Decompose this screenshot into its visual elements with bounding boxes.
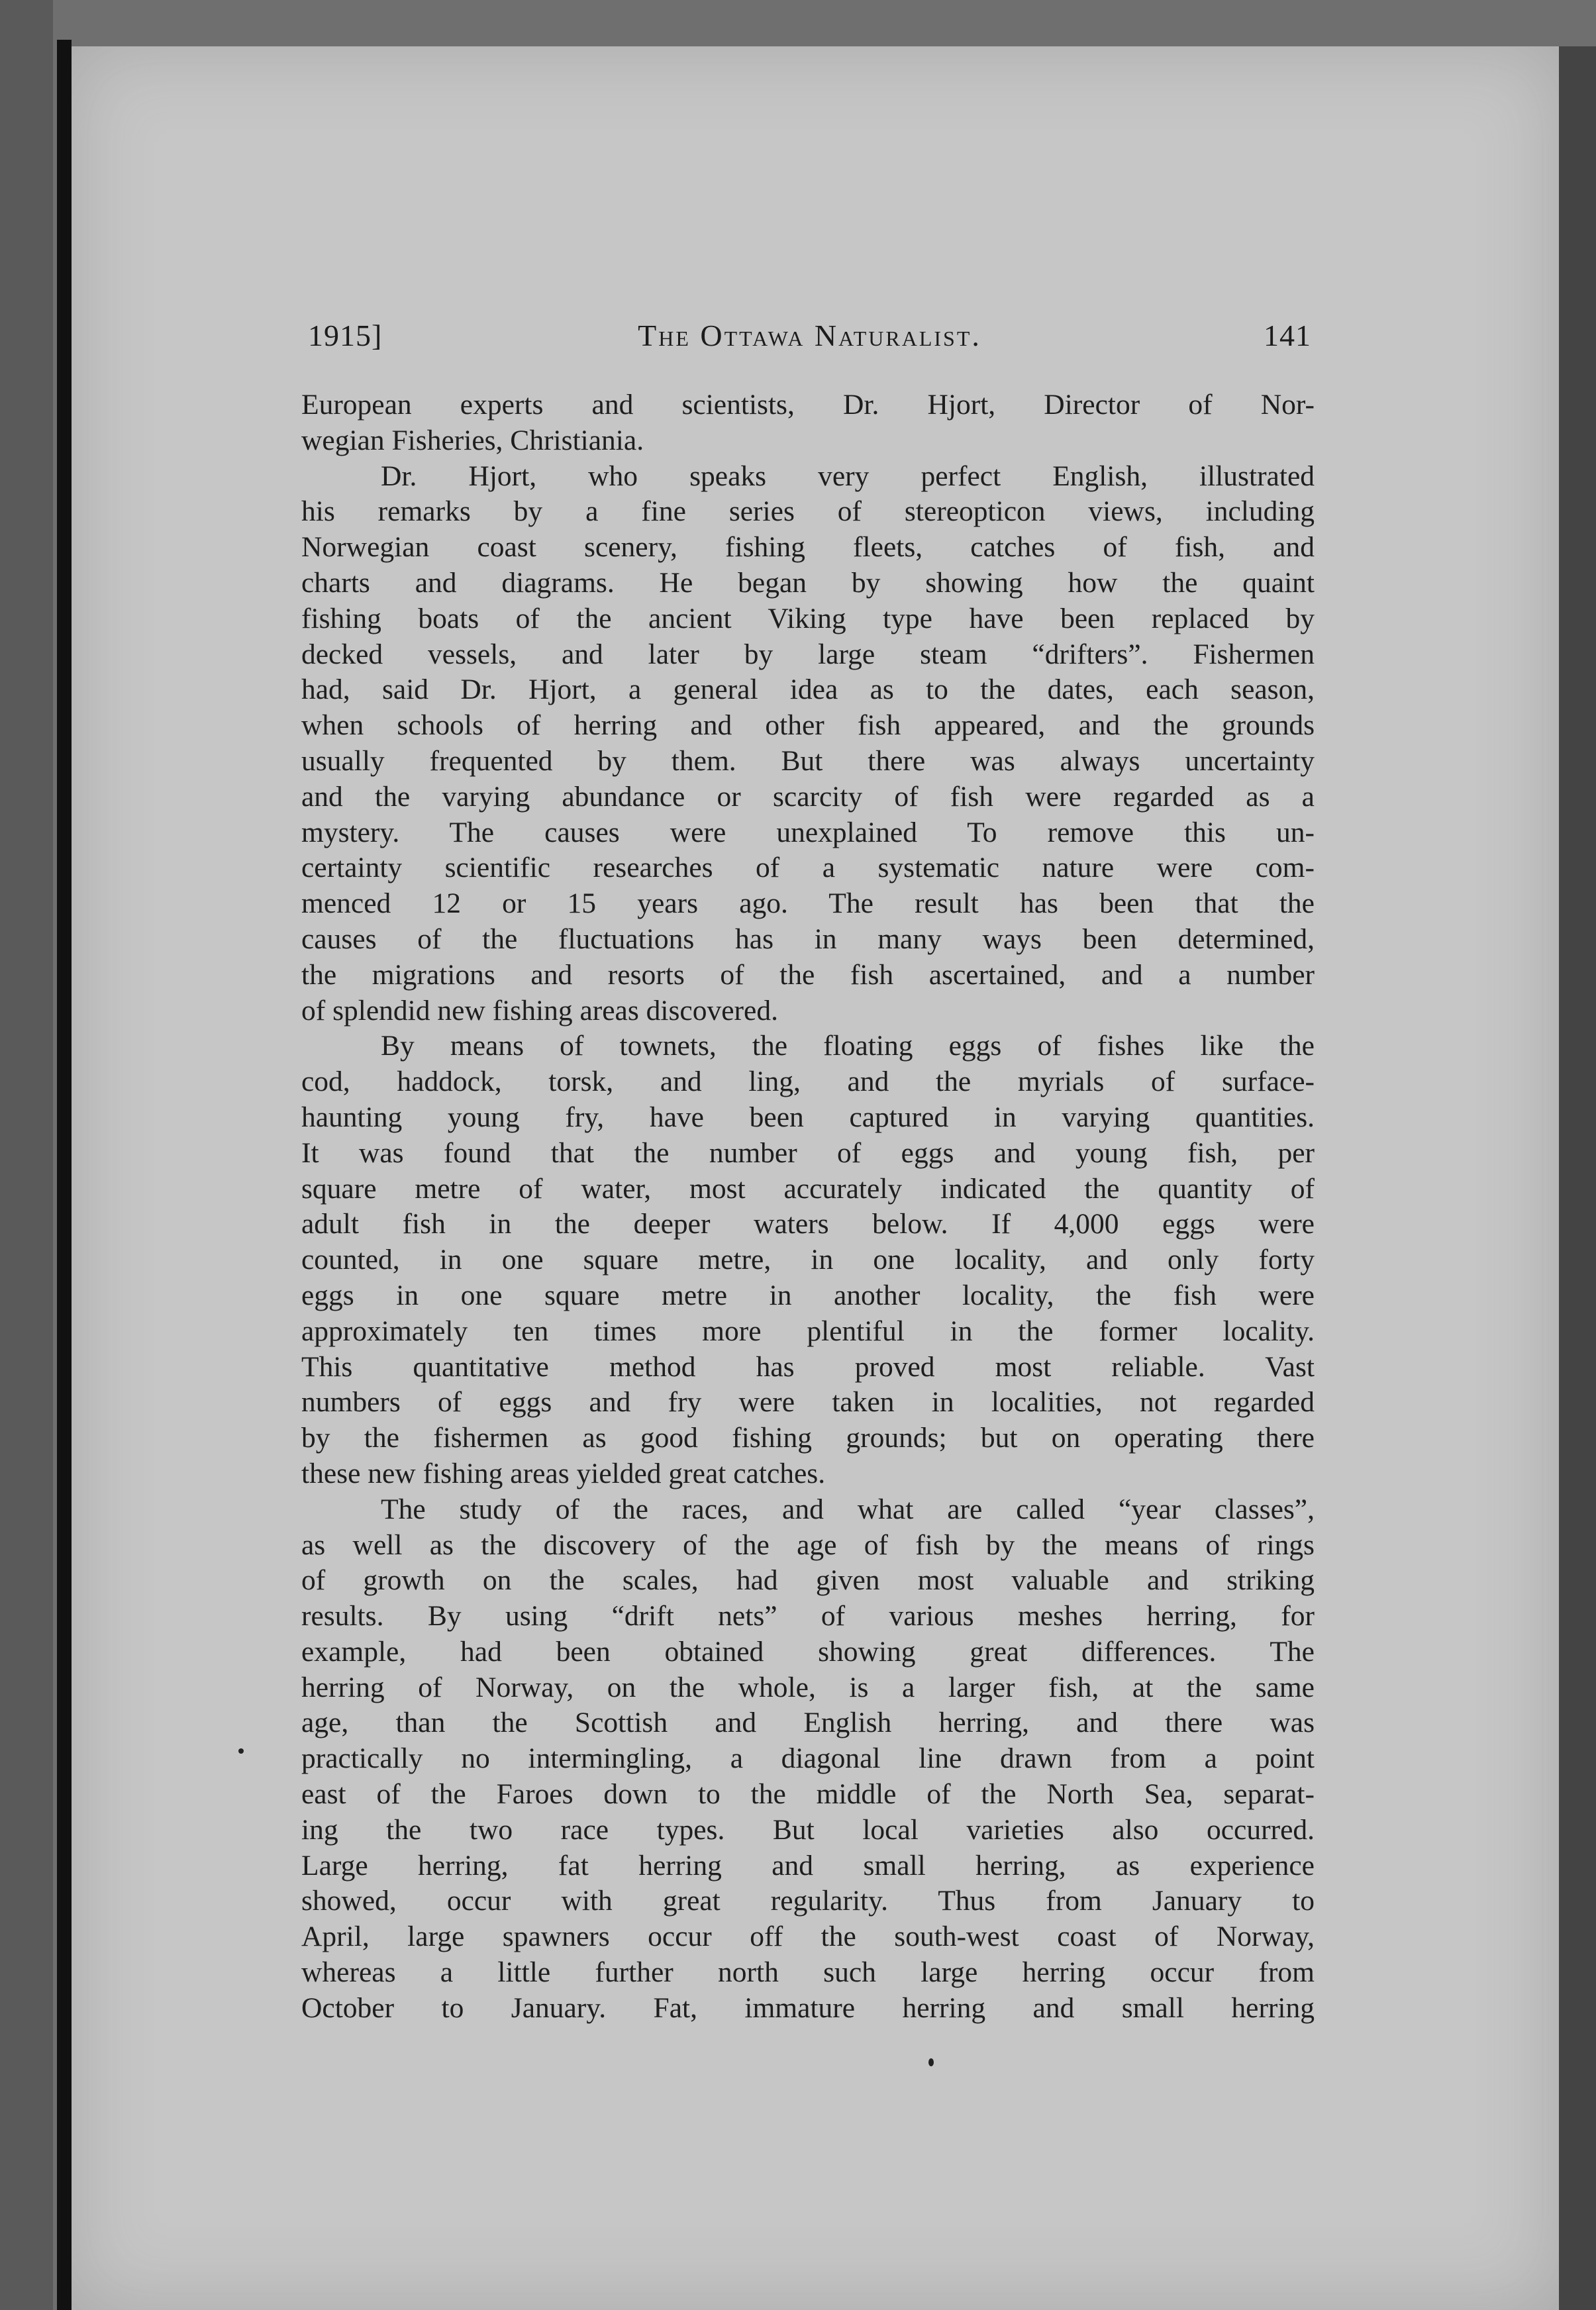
text-line: square metre of water, most accurately indicated the quantity of (301, 1172, 1315, 1205)
text-line: causes of the fluctuations has in many ways been determined, (301, 923, 1315, 955)
header-year: 1915] (308, 319, 383, 352)
text-line: Norwegian coast scenery, fishing fleets, catches of fish, and (301, 531, 1315, 564)
text-line: cod, haddock, torsk, and ling, and the myrials of surface- (301, 1066, 1315, 1098)
text-line: and the varying abundance or scarcity of fish were regarded as a (301, 780, 1315, 813)
header-journal-title: The Ottawa Naturalist. (638, 319, 981, 352)
text-line: Large herring, fat herring and small herring, as experience (301, 1849, 1315, 1882)
text-line: European experts and scientists, Dr. Hjort, Director of Nor- (301, 389, 1315, 421)
text-line: showed, occur with great regularity. Thus from January to (301, 1885, 1315, 1917)
text-line: age, than the Scottish and English herring, and there was (301, 1707, 1315, 1739)
text-line: charts and diagrams. He began by showing how the quaint (301, 566, 1315, 599)
article-body (301, 387, 1315, 2027)
text-line: counted, in one square metre, in one locality, and only forty (301, 1244, 1315, 1276)
text-line: when schools of herring and other fish appeared, and the grounds (301, 709, 1315, 742)
binding-shadow (57, 40, 72, 2310)
text-line: wegian Fisheries, Christiania. (301, 424, 644, 456)
text-line: adult fish in the deeper waters below. If 4,000 eggs were (301, 1208, 1315, 1240)
text-line: approximately ten times more plentiful in the former locality. (301, 1315, 1315, 1347)
page-right-edge (1559, 46, 1596, 2310)
stray-mark (928, 2058, 934, 2066)
text-line: haunting young fry, have been captured in varying quantities. (301, 1101, 1315, 1133)
text-line: It was found that the number of eggs and young fish, per (301, 1136, 1315, 1169)
text-line: numbers of eggs and fry were taken in localities, not regarded (301, 1386, 1315, 1419)
text-line: menced 12 or 15 years ago. The result has been that the (301, 887, 1315, 920)
text-line: fishing boats of the ancient Viking type have been replaced by (301, 602, 1315, 634)
text-line: Dr. Hjort, who speaks very perfect English, illustrated (381, 460, 1315, 492)
text-line: his remarks by a fine series of stereopticon views, including (301, 495, 1315, 528)
text-line: as well as the discovery of the age of fish by the means of rings (301, 1529, 1315, 1561)
text-line: April, large spawners occur off the south-west coast of Norway, (301, 1921, 1315, 1953)
text-line: whereas a little further north such large herring occur from (301, 1956, 1315, 1989)
text-line: This quantitative method has proved most reliable. Vast (301, 1350, 1315, 1383)
text-line: of splendid new fishing areas discovered. (301, 994, 778, 1027)
text-line: by the fishermen as good fishing grounds; but on operating there (301, 1422, 1315, 1454)
text-line: eggs in one square metre in another locality, the fish were (301, 1279, 1315, 1311)
text-line: By means of townets, the floating eggs of fishes like the (381, 1030, 1315, 1062)
text-line: had, said Dr. Hjort, a general idea as to the dates, each season, (301, 674, 1315, 706)
text-line: ing the two race types. But local varieties also occurred. (301, 1813, 1315, 1846)
text-line: of growth on the scales, had given most valuable and striking (301, 1564, 1315, 1597)
film-edge (0, 0, 53, 2310)
header-page-number: 141 (1264, 319, 1311, 352)
text-line: results. By using “drift nets” of various meshes herring, for (301, 1600, 1315, 1632)
text-line: the migrations and resorts of the fish ascertained, and a number (301, 958, 1315, 991)
text-line: usually frequented by them. But there was always uncertainty (301, 744, 1315, 777)
text-line: mystery. The causes were unexplained To remove this un- (301, 816, 1315, 848)
text-line: certainty scientific researches of a systematic nature were com- (301, 852, 1315, 884)
text-line: herring of Norway, on the whole, is a larger fish, at the same (301, 1671, 1315, 1703)
text-line: example, had been obtained showing great differences. The (301, 1635, 1315, 1668)
stray-mark (238, 1748, 244, 1754)
text-line: The study of the races, and what are called “year classes”, (381, 1493, 1315, 1525)
text-line: these new fishing areas yielded great catches. (301, 1457, 826, 1489)
running-header (308, 318, 1311, 364)
text-line: decked vessels, and later by large steam “drifters”. Fishermen (301, 638, 1315, 670)
text-line: October to January. Fat, immature herring and small herring (301, 1991, 1315, 2024)
text-line: east of the Faroes down to the middle of the North Sea, separat- (301, 1778, 1315, 1811)
text-line: practically no intermingling, a diagonal line drawn from a point (301, 1742, 1315, 1775)
